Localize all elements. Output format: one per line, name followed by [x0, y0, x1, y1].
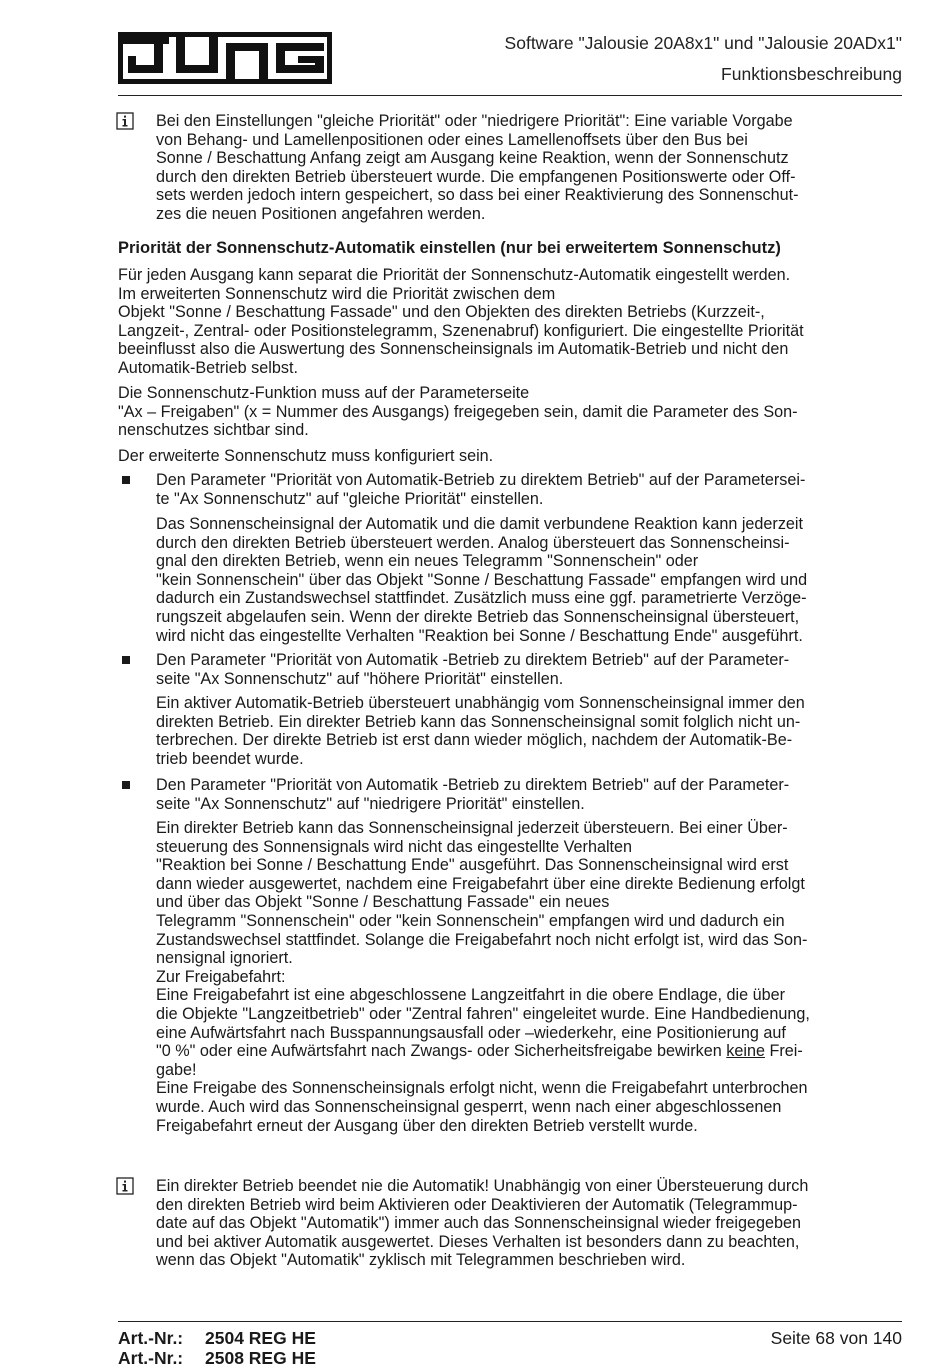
text-line: steuerung des Sonnensignals wird nicht das eingestellte Verhalten [156, 837, 633, 856]
text-line: date auf das Objekt "Automatik") immer auch das Sonnenscheinsignal wieder freigegeben [156, 1214, 801, 1233]
text-line: Freigabefahrt erneut der Ausgang über den direkten Betrieb verstellt wurde. [156, 1116, 698, 1135]
text-line: trieb beendet wurde. [156, 749, 304, 768]
text-line: und bei aktiver Automatik ausgewertet. Dieses Verhalten ist besonders dann zu beachten, [156, 1232, 800, 1251]
bullet-3-explanation [156, 819, 810, 1135]
text-line: den direkten Betrieb wird beim Aktivieren oder Deaktivieren der Automatik (Telegrammup- [156, 1195, 798, 1214]
bullet-square-icon [122, 476, 130, 484]
text-line: dadurch ein Zustandswechsel stattfindet. Zusätzlich muss eine ggf. parametrierte Verzöge- [156, 589, 807, 608]
text-line: Ein aktiver Automatik-Betrieb übersteuert unabhängig vom Sonnenscheinsignal immer den [156, 694, 805, 712]
article-value: 2504 REG HE [205, 1328, 316, 1348]
bullet-1-instruction [156, 471, 805, 508]
text-line: und über das Objekt "Sonne / Beschattung Fassade" ein neues [156, 893, 610, 912]
bullet-3-explanation-lines [156, 819, 810, 1042]
article-value: 2508 REG HE [205, 1348, 316, 1368]
text-line: Ein direkter Betrieb kann das Sonnenscheinsignal jederzeit übersteuern. Bei einer Über- [156, 819, 788, 837]
text-line: gnal den direkten Betrieb, wenn ein neues Telegramm "Sonnenschein" oder [156, 552, 699, 571]
text-line: te "Ax Sonnenschutz" auf "gleiche Priorität" einstellen. [156, 489, 544, 508]
footer-divider [118, 1321, 902, 1322]
text-line: seite "Ax Sonnenschutz" auf "höhere Priorität" einstellen. [156, 669, 564, 688]
line-part: "0 %" oder eine Aufwärtsfahrt nach Zwangs- oder Sicherheitsfreigabe bewirken [156, 1042, 727, 1061]
text-line: "Reaktion bei Sonne / Beschattung Ende" ausgeführt. Das Sonnenscheinsignal wird erst [156, 856, 789, 875]
text-line: direkten Betrieb. Ein direkter Betrieb kann das Sonnenscheinsignal somit folglich nicht un- [156, 712, 801, 731]
text-line: Sonne / Beschattung Anfang zeigt am Ausgang keine Reaktion, wenn der Sonnenschutz [156, 149, 789, 168]
text-line: Das Sonnenscheinsignal der Automatik und die damit verbundene Reaktion kann jederzeit [156, 515, 804, 533]
info-icon [116, 112, 134, 130]
text-line: Objekt "Sonne / Beschattung Fassade" und den Objekten des direkten Betriebs (Kurzzeit-, [118, 303, 765, 322]
text-line: Eine Freigabefahrt ist eine abgeschlossene Langzeitfahrt in die obere Endlage, die über [156, 986, 786, 1005]
text-line: wird nicht das eingestellte Verhalten "Reaktion bei Sonne / Beschattung Ende" ausgeführt. [156, 626, 803, 645]
bullet-1-explanation [156, 515, 807, 645]
header-divider [118, 95, 902, 96]
text-line: Den Parameter "Priorität von Automatik -Betrieb zu direktem Betrieb" auf der Parameter- [156, 651, 790, 669]
text-line: nenschutzes sichtbar sind. [118, 421, 309, 440]
text-line: terbrechen. Der direkte Betrieb ist erst dann wieder möglich, nachdem der Automatik-Be- [156, 731, 793, 750]
text-line: Langzeit-, Zentral- oder Positionstelegramm, Szenenabruf) konfiguriert. Die eingestellte Priorität [118, 321, 804, 340]
text-line: wenn das Objekt "Automatik" zyklisch mit Telegrammen beschrieben wird. [156, 1251, 686, 1270]
bullet-3-instruction [156, 776, 789, 813]
text-line: Den Parameter "Priorität von Automatik-Betrieb zu direktem Betrieb" auf der Parametersei- [156, 471, 806, 489]
bullet-2-explanation [156, 694, 805, 768]
text-line: "Ax – Freigaben" (x = Nummer des Ausgangs) freigegeben sein, damit die Parameter des Son- [118, 402, 798, 421]
text-line: zes die neuen Positionen angefahren werden. [156, 204, 486, 223]
section-heading: Priorität der Sonnenschutz-Automatik einstellen (nur bei erweitertem Sonnenschutz) [118, 239, 781, 257]
info-note-1 [156, 112, 798, 224]
text-line: Den Parameter "Priorität von Automatik -Betrieb zu direktem Betrieb" auf der Parameter- [156, 776, 790, 794]
text-line: durch den direkten Betrieb übersteuert werden. Analog übersteuert das Sonnenscheinsi- [156, 533, 790, 552]
text-line: Zur Freigabefahrt: [156, 967, 286, 986]
info-note-2 [156, 1177, 808, 1270]
jung-logo [118, 32, 332, 84]
bullet-square-icon [122, 781, 130, 789]
article-label: Art.-Nr.: [118, 1328, 184, 1348]
text-line: Zustandswechsel stattfindet. Solange die Freigabefahrt noch nicht erfolgt ist, wird das Son- [156, 930, 808, 949]
document-title: Software "Jalousie 20A8x1" und "Jalousie 20ADx1" [504, 33, 902, 53]
bullet-3-explanation-end [156, 1061, 810, 1135]
text-line: nensignal ignoriert. [156, 949, 293, 968]
text-line: sets werden jedoch intern gespeichert, so dass bei einer Reaktivierung des Sonnenschut- [156, 186, 799, 205]
text-line: wurde. Auch wird das Sonnenscheinsignal gesperrt, wenn nach einer abgeschlossenen [156, 1097, 782, 1116]
bullet-2-instruction [156, 651, 789, 688]
text-line: von Behang- und Lamellenpositionen oder eines Lamellenoffsets über den Bus bei [156, 130, 748, 149]
article-number-1 [118, 1328, 316, 1349]
text-line: eine Aufwärtsfahrt nach Busspannungsausfall oder –wiederkehr, eine Positionierung auf [156, 1023, 786, 1042]
text-line: rungszeit abgelaufen sein. Wenn der direkte Betrieb das Sonnenscheinsignal übersteuert, [156, 607, 800, 626]
page-number: Seite 68 von 140 [770, 1328, 902, 1348]
bullet-square-icon [122, 656, 130, 664]
text-line: gabe! [156, 1060, 197, 1079]
text-line: Telegramm "Sonnenschein" oder "kein Sonnenschein" empfangen wird und dadurch ein [156, 911, 785, 930]
intro-paragraph-1 [118, 266, 804, 378]
intro-paragraph-3 [118, 447, 493, 466]
text-line: Der erweiterte Sonnenschutz muss konfiguriert sein. [118, 447, 494, 465]
line-part: Frei- [764, 1042, 803, 1061]
text-line: beeinflusst also die Auswertung des Sonnenscheinsignals im Automatik-Betrieb und nicht den [118, 340, 789, 359]
info-icon [116, 1177, 134, 1195]
text-line: Eine Freigabe des Sonnenscheinsignals erfolgt nicht, wenn die Freigabefahrt unterbrochen [156, 1079, 808, 1098]
text-line: Ein direkter Betrieb beendet nie die Automatik! Unabhängig von einer Übersteuerung durch [156, 1177, 809, 1195]
text-line: "kein Sonnenschein" über das Objekt "Sonne / Beschattung Fassade" empfangen wird und [156, 570, 808, 589]
text-line: durch den direkten Betrieb übersteuert wurde. Die empfangenen Positionswerte oder Off- [156, 167, 796, 186]
emphasis-underline: keine [726, 1042, 765, 1061]
underlined-line [156, 1042, 810, 1061]
text-line: Bei den Einstellungen "gleiche Priorität" oder "niedrigere Priorität": Eine variable Vorgabe [156, 112, 793, 130]
intro-paragraph-2 [118, 384, 798, 440]
document-subtitle: Funktionsbeschreibung [721, 64, 902, 84]
text-line: die Objekte "Langzeitbetrieb" oder "Zentral fahren" eingeleitet wurde. Eine Handbedienung, [156, 1004, 810, 1023]
text-line: dann wieder ausgewertet, nachdem eine Freigabefahrt über eine direkte Bedienung erfolgt [156, 874, 805, 893]
article-label: Art.-Nr.: [118, 1348, 184, 1368]
text-line: Automatik-Betrieb selbst. [118, 358, 298, 377]
text-line: Im erweiterten Sonnenschutz wird die Priorität zwischen dem [118, 284, 556, 303]
text-line: seite "Ax Sonnenschutz" auf "niedrigere Priorität" einstellen. [156, 794, 585, 813]
text-line: Die Sonnenschutz-Funktion muss auf der Parameterseite [118, 384, 530, 402]
text-line: Für jeden Ausgang kann separat die Priorität der Sonnenschutz-Automatik eingestellt werden. [118, 266, 791, 284]
